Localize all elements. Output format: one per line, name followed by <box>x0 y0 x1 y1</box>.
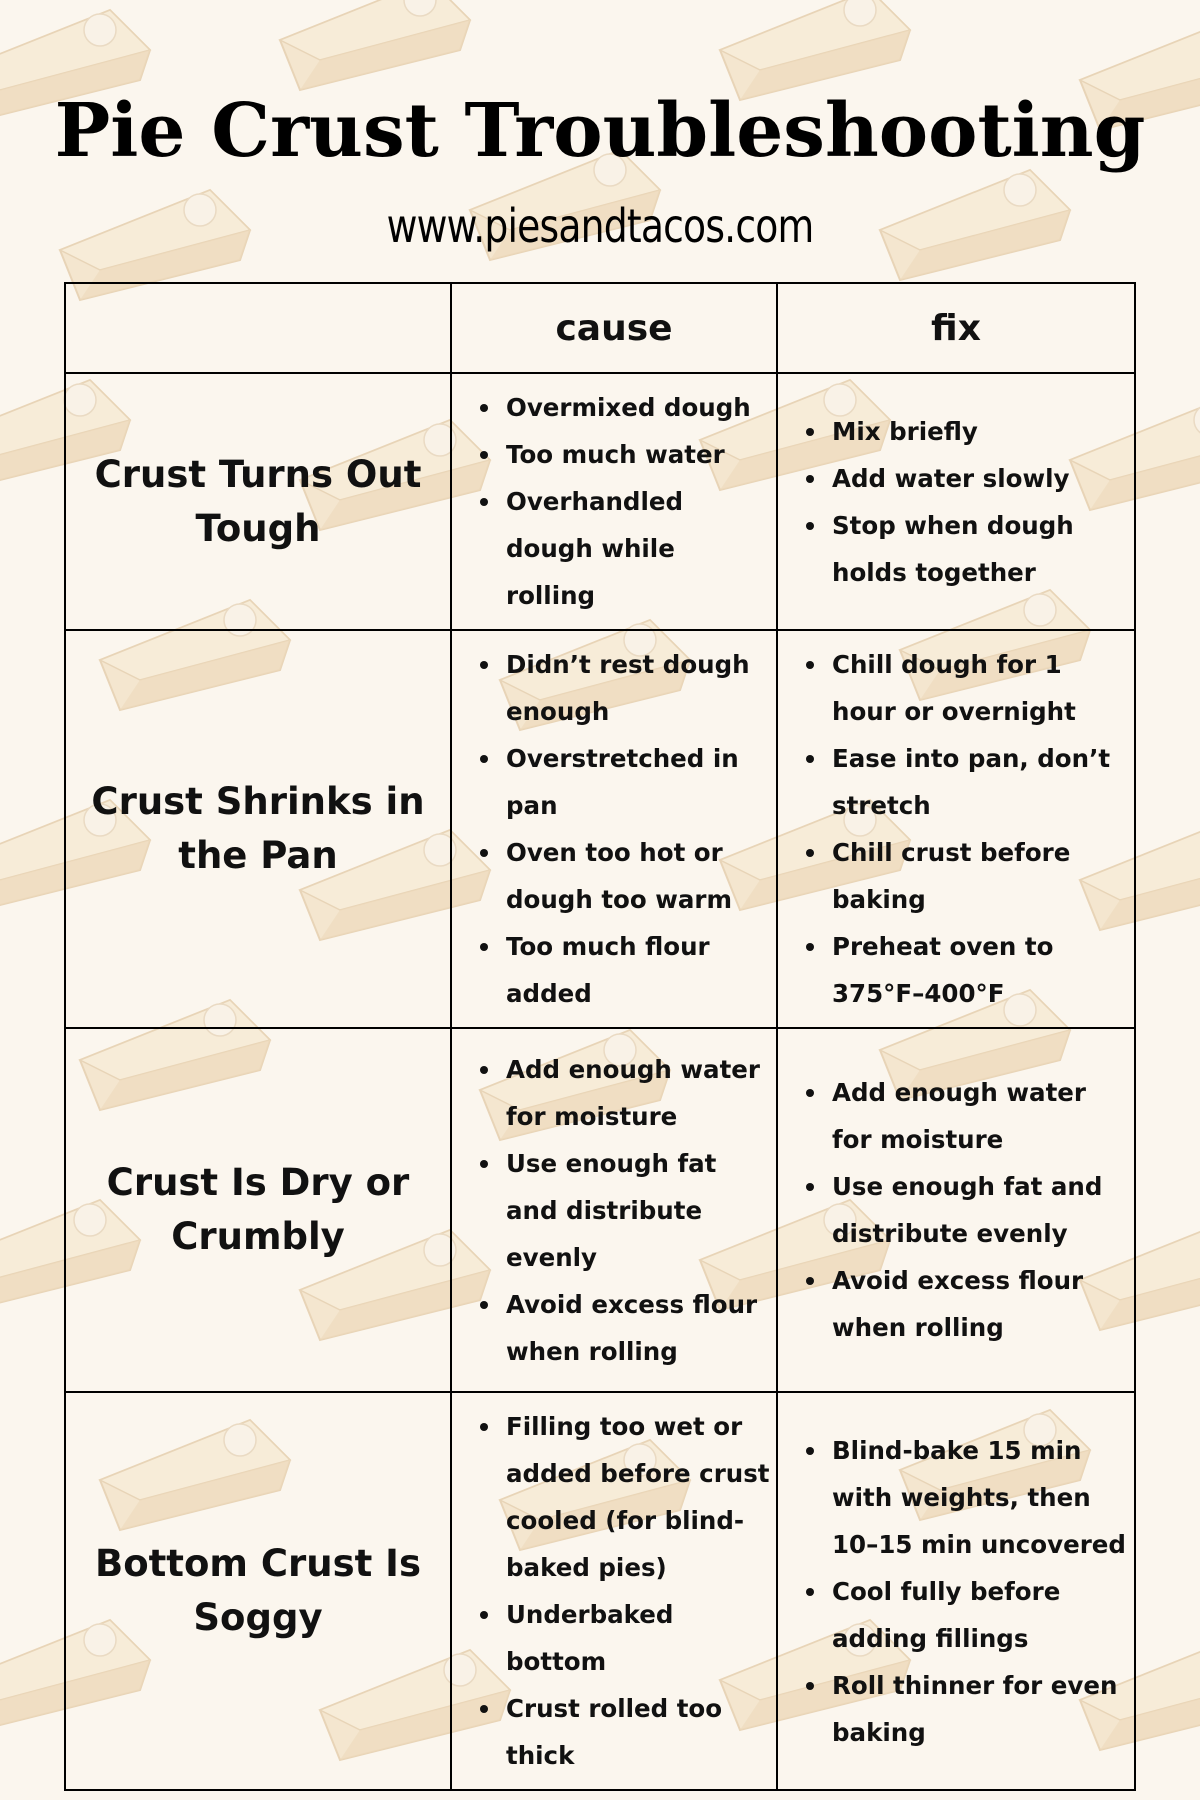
cause-list <box>452 631 776 1027</box>
list-item: Mix briefly <box>802 408 1128 455</box>
list-item: Ease into pan, don’t stretch <box>802 735 1128 829</box>
cause-cell <box>451 1392 777 1790</box>
list-item: Overmixed dough <box>476 384 770 431</box>
problem-label: Crust Is Dry or Crumbly <box>106 1161 410 1258</box>
list-item: Add enough water for moisture <box>802 1069 1128 1163</box>
fix-cell <box>777 373 1135 630</box>
list-item: Overhandled dough while rolling <box>476 478 770 619</box>
cause-cell <box>451 373 777 630</box>
list-item: Didn’t rest dough enough <box>476 641 770 735</box>
cause-cell <box>451 1028 777 1392</box>
list-item: Stop when dough holds together <box>802 502 1128 596</box>
problem-cell <box>65 1028 451 1392</box>
problem-label: Crust Shrinks in the Pan <box>91 780 425 877</box>
list-item: Chill crust before baking <box>802 829 1128 923</box>
list-item: Use enough fat and distribute evenly <box>802 1163 1128 1257</box>
cause-list <box>452 1393 776 1789</box>
table-row <box>65 630 1135 1028</box>
list-item: Add water slowly <box>802 455 1128 502</box>
list-item: Roll thinner for even baking <box>802 1662 1128 1756</box>
problem-cell <box>65 630 451 1028</box>
troubleshooting-table <box>64 282 1136 1791</box>
list-item: Blind-bake 15 min with weights, then 10–15 min uncovered <box>802 1427 1128 1568</box>
table-row <box>65 1392 1135 1790</box>
list-item: Avoid excess flour when rolling <box>802 1257 1128 1351</box>
list-item: Preheat oven to 375°F–400°F <box>802 923 1128 1017</box>
problem-label: Bottom Crust Is Soggy <box>95 1542 421 1639</box>
list-item: Too much water <box>476 431 770 478</box>
list-item: Filling too wet or added before crust cooled (for blind-baked pies) <box>476 1403 770 1591</box>
list-item: Use enough fat and distribute evenly <box>476 1140 770 1281</box>
cause-cell <box>451 630 777 1028</box>
list-item: Avoid excess flour when rolling <box>476 1281 770 1375</box>
website-url: www.piesandtacos.com <box>386 199 814 253</box>
list-item: Add enough water for moisture <box>476 1046 770 1140</box>
list-item: Too much flour added <box>476 923 770 1017</box>
list-item: Oven too hot or dough too warm <box>476 829 770 923</box>
problem-cell <box>65 373 451 630</box>
header-problem <box>65 283 451 373</box>
header-fix: fix <box>777 283 1135 373</box>
list-item: Overstretched in pan <box>476 735 770 829</box>
table-row <box>65 1028 1135 1392</box>
header-cause: cause <box>451 283 777 373</box>
fix-list <box>778 398 1134 606</box>
problem-cell <box>65 1392 451 1790</box>
fix-list <box>778 631 1134 1027</box>
fix-list <box>778 1417 1134 1766</box>
problem-label: Crust Turns Out Tough <box>94 452 422 550</box>
list-item: Crust rolled too thick <box>476 1685 770 1779</box>
fix-cell <box>777 630 1135 1028</box>
table-header-row <box>65 283 1135 373</box>
table-row <box>65 373 1135 630</box>
list-item: Underbaked bottom <box>476 1591 770 1685</box>
page-title: Pie Crust Troubleshooting <box>54 88 1146 174</box>
fix-list <box>778 1059 1134 1361</box>
fix-cell <box>777 1392 1135 1790</box>
cause-list <box>452 374 776 629</box>
cause-list <box>452 1036 776 1385</box>
list-item: Chill dough for 1 hour or overnight <box>802 641 1128 735</box>
fix-cell <box>777 1028 1135 1392</box>
list-item: Cool fully before adding fillings <box>802 1568 1128 1662</box>
